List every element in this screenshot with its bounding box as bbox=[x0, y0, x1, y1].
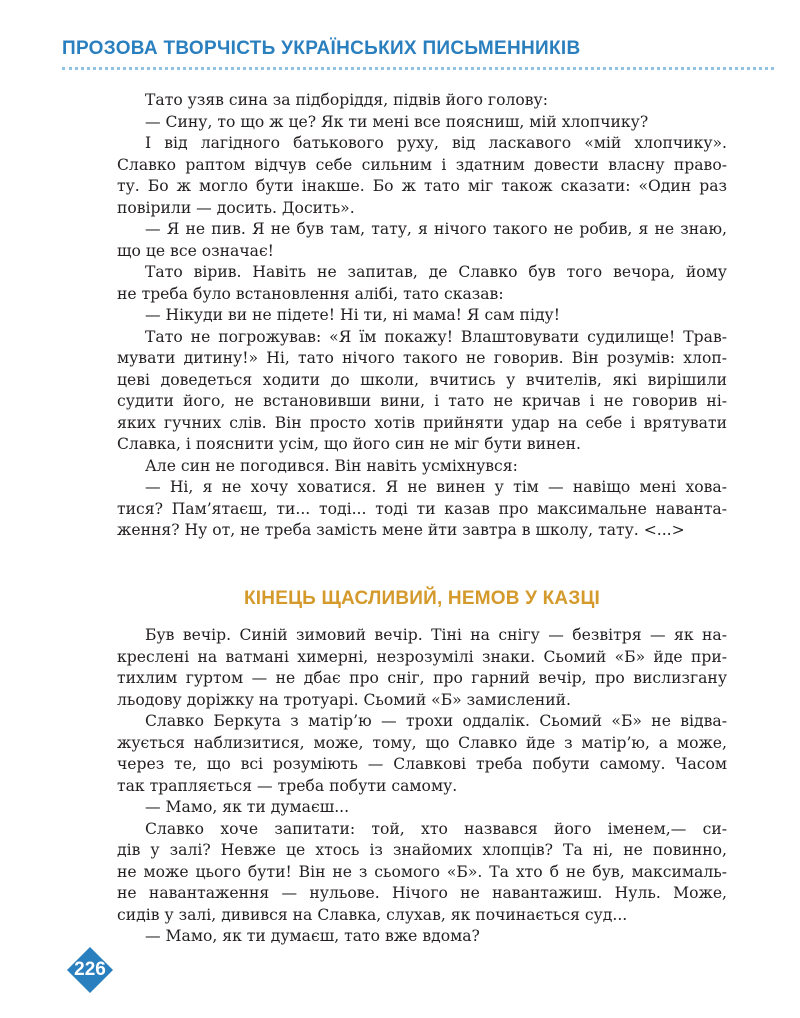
text-line: Але син не погодився. Він навіть усміхнувся: bbox=[145, 456, 518, 475]
text-line: Славко раптом відчув себе сильним і здатним довести власну право- bbox=[117, 155, 727, 174]
paragraph bbox=[117, 262, 727, 305]
paragraph bbox=[117, 305, 727, 327]
running-head-title: ПРОЗОВА ТВОРЧІСТЬ УКРАЇНСЬКИХ ПИСЬМЕННИКІВ bbox=[62, 38, 581, 59]
text-line: цеві доведеться ходити до школи, вчитись у вчителів, які вирішили bbox=[117, 370, 727, 389]
text-line: так трапляється — треба побути самому. bbox=[117, 776, 458, 795]
paragraph bbox=[117, 133, 727, 219]
text-line: — Нікуди ви не підете! Ні ти, ні мама! Я сам піду! bbox=[145, 306, 560, 324]
text-line: ту. Бо ж могло бути інакше. Бо ж тато міг також сказати: «Один раз bbox=[117, 177, 727, 195]
paragraph bbox=[117, 327, 727, 456]
text-line: дів у залі? Невже це хтось із знайомих хлопців? Та ні, не повинно, bbox=[117, 841, 727, 859]
paragraph bbox=[117, 456, 727, 478]
paragraph bbox=[117, 819, 727, 927]
text-line: — Ні, я не хочу ховатися. Я не винен у тім — навіщо мені хова- bbox=[145, 478, 727, 496]
text-line: жується наблизитися, може, тому, що Славко йде з матір’ю, а може, bbox=[117, 733, 727, 752]
text-line: Тато не погрожував: «Я їм покажу! Влаштовувати судилище! Трав- bbox=[145, 327, 727, 346]
text-line: ження? Ну от, не треба замість мене йти завтра в школу, тату. <...> bbox=[117, 521, 685, 539]
text-line: Славко хоче запитати: той, хто назвався його іменем,— си- bbox=[145, 819, 727, 838]
paragraph bbox=[117, 90, 727, 112]
page-number-badge bbox=[66, 946, 114, 994]
text-line: І від лагідного батькового руху, від ласкавого «мій хлопчику». bbox=[145, 134, 727, 152]
text-line: не треба було встановлення алібі, тато сказав: bbox=[117, 284, 504, 303]
paragraph bbox=[117, 625, 727, 711]
text-block-2 bbox=[117, 625, 727, 948]
text-line: — Мамо, як ти думаєш, тато вже вдома? bbox=[145, 927, 480, 945]
text-block-1 bbox=[117, 90, 727, 542]
paragraph bbox=[117, 711, 727, 797]
text-line: мувати дитину!» Ні, тато нічого такого не говорив. Він розумів: хлоп- bbox=[117, 349, 727, 367]
text-line: яких гучних слів. Він просто хотів прийняти удар на себе і врятувати bbox=[117, 413, 727, 432]
text-line: креслені на ватмані химерні, незрозумілі знаки. Сьомий «Б» йде при- bbox=[117, 647, 727, 666]
paragraph bbox=[117, 477, 727, 542]
text-line: — Мамо, як ти думаєш... bbox=[145, 798, 350, 816]
text-line: Славка, і пояснити усім, що його син не міг бути винен. bbox=[117, 435, 581, 453]
text-line: Тато узяв сина за підборіддя, підвів його голову: bbox=[145, 91, 548, 109]
page-number: 226 bbox=[74, 959, 106, 980]
text-line: Був вечір. Синій зимовий вечір. Тіні на снігу — безвітря — як на- bbox=[145, 626, 727, 644]
text-line: Славко Беркута з матір’ю — трохи оддалік. Сьомий «Б» не відва- bbox=[145, 712, 727, 730]
text-line: що це все означає! bbox=[117, 241, 274, 260]
header-dotted-rule bbox=[62, 67, 774, 70]
text-line: не може цього бути! Він не з сьомого «Б». Та хто б не був, максималь- bbox=[117, 862, 727, 881]
text-line: повірили — досить. Досить». bbox=[117, 198, 355, 217]
paragraph bbox=[117, 219, 727, 262]
text-line: судити його, не встановивши вини, і тато не кричав і не говорив ні- bbox=[117, 392, 727, 410]
text-line: тися? Пам’ятаєш, ти... тоді... тоді ти казав про максимальне наванта- bbox=[117, 499, 727, 518]
text-line: тихлим гуртом — не дбає про сніг, про гарний вечір, про вислизгану bbox=[117, 669, 727, 687]
text-line: сидів у залі, дивився на Славка, слухав, як починається суд... bbox=[117, 905, 628, 924]
text-line: через те, що всі розуміють — Славкові треба побути самому. Часом bbox=[117, 755, 727, 773]
paragraph bbox=[117, 112, 727, 134]
text-line: не навантаження — нульове. Нічого не навантажиш. Нуль. Може, bbox=[117, 884, 727, 902]
text-line: Тато вірив. Навіть не запитав, де Славко був того вечора, йому bbox=[145, 263, 727, 281]
text-line: — Я не пив. Я не був там, тату, я нічого такого не робив, я не знаю, bbox=[145, 220, 727, 238]
text-line: льодову доріжку на тротуарі. Сьомий «Б» замислений. bbox=[117, 690, 572, 709]
section-title: КІНЕЦЬ ЩАСЛИВИЙ, НЕМОВ У КАЗЦІ bbox=[244, 588, 600, 609]
paragraph bbox=[117, 797, 727, 819]
text-line: — Сину, то що ж це? Як ти мені все поясниш, мій хлопчику? bbox=[145, 112, 649, 131]
paragraph bbox=[117, 926, 727, 948]
